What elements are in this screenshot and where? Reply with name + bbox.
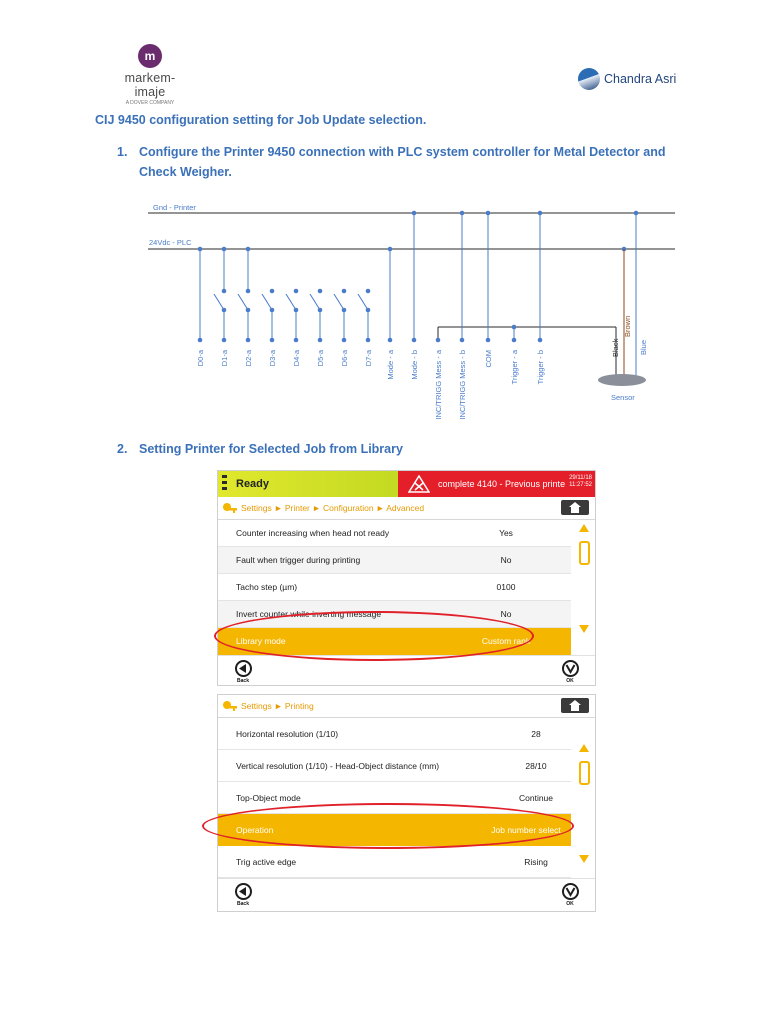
back-label: Back [237,901,249,907]
terminal-label: COM [484,350,493,368]
wire-label-black: Black [611,338,620,357]
screen-footer [218,655,595,692]
setting-value: Custom rank [481,636,531,646]
scrollbar[interactable] [577,722,591,863]
step1-heading-line1: Configure the Printer 9450 connection with PLC system controller for Metal Detector and [139,145,666,159]
junction-node [512,325,517,330]
home-button[interactable] [561,698,589,713]
markem-imaje-wordmark: markem-imaje [124,71,176,99]
highlight-ellipse [214,611,534,661]
setting-value: Yes [499,528,513,538]
terminal-label: Trigger - a [510,350,519,385]
warning-icon [408,475,430,493]
v24-plc-label: 24Vdc - PLC [149,238,192,247]
switch-node [342,289,347,294]
scrollbar[interactable] [577,524,591,633]
back-arrow-icon [235,883,252,900]
scroll-down-icon[interactable] [579,855,589,863]
terminal-label: D2-a [244,350,253,367]
step1-heading [139,142,699,182]
setting-row[interactable] [218,574,571,601]
status-datetime [569,471,595,497]
switch-blade [310,294,320,310]
switch-blade [262,294,272,310]
switch-node [270,289,275,294]
switch-blade [286,294,296,310]
setting-row[interactable] [218,547,571,574]
setting-label: Horizontal resolution (1/10) [236,728,339,739]
breadcrumb-text: Settings ► Printer ► Configuration ► Advanced [241,503,425,513]
setting-value: Continue [518,792,554,803]
check-icon [562,660,579,677]
document-title: CIJ 9450 configuration setting for Job Update selection. [95,113,427,127]
status-bar [218,471,595,497]
terminal-node [486,338,491,343]
setting-row[interactable] [218,846,571,878]
home-icon [569,502,581,513]
setting-label: Fault when trigger during printing [236,555,361,565]
wire-label-blue: Blue [639,339,648,355]
wire-label-brown: Brown [623,315,632,337]
markem-imaje-logo [110,44,190,106]
scroll-down-icon[interactable] [579,625,589,633]
screen-footer [218,878,595,917]
gnd-printer-label: Gnd - Printer [153,203,196,212]
back-arrow-icon [235,660,252,677]
ok-button[interactable] [559,660,581,684]
scroll-up-icon[interactable] [579,744,589,752]
step1-number: 1. [117,145,128,159]
switch-blade [358,294,368,310]
home-icon [569,700,581,711]
setting-label: Trig active edge [236,856,297,867]
markem-imaje-subtitle: A DOVER COMPANY [125,100,175,106]
terminal-node [388,338,393,343]
breadcrumb-text: Settings ► Printing [241,701,314,711]
plc-wiring-diagram [0,195,768,435]
chandra-asri-logo [578,66,676,92]
back-button[interactable] [232,883,254,907]
breadcrumb [218,497,595,520]
setting-value: 0100 [496,582,516,592]
ok-button[interactable] [559,883,581,907]
terminal-node [538,338,543,343]
terminal-node [460,338,465,343]
terminal-label: INC/TRIGG Mess - b [458,350,467,420]
setting-label: Invert counter while inverting message [236,609,382,619]
step2-number: 2. [117,442,128,456]
step2-heading: Setting Printer for Selected Job from Library [139,442,403,456]
key-icon [222,700,238,712]
chandra-asri-wordmark: Chandra Asri [604,72,677,86]
check-icon [562,883,579,900]
status-time: 11:27:52 [569,482,592,488]
chandra-asri-mark-icon [578,68,600,90]
terminal-label: D6-a [340,350,349,367]
sensor-body [598,374,646,386]
switch-blade [334,294,344,310]
terminal-node [512,338,517,343]
setting-row[interactable] [218,750,571,782]
terminal-label: D0-a [196,350,205,367]
key-icon [222,502,238,514]
step1-heading-line2: Check Weigher. [139,165,232,179]
setting-label: Operation [236,824,274,835]
setting-label: Top-Object mode [236,792,301,803]
terminal-label: D4-a [292,350,301,367]
setting-row[interactable] [218,520,571,547]
terminal-label: D7-a [364,350,373,367]
sensor-label: Sensor [611,393,635,402]
scroll-up-icon[interactable] [579,524,589,532]
ok-label: OK [566,901,574,907]
printer-screen-printing [217,694,596,912]
terminal-label: D1-a [220,350,229,367]
status-ready: Ready [218,471,398,497]
terminal-labels [196,349,545,419]
setting-label: Vertical resolution (1/10) - Head-Object distance (mm) [236,760,440,771]
ok-label: OK [566,678,574,684]
highlight-ellipse [202,803,574,849]
status-date: 29/11/18 [569,475,592,481]
back-button[interactable] [232,660,254,684]
back-label: Back [237,678,249,684]
home-button[interactable] [561,500,589,515]
terminal-label: Mode - b [410,350,419,380]
terminal-node [412,338,417,343]
switch-node [222,289,227,294]
terminal-label: D3-a [268,350,277,367]
scroll-thumb[interactable] [579,541,590,565]
setting-row[interactable] [218,718,571,750]
switch-blade [214,294,224,310]
terminal-label: D5-a [316,350,325,367]
setting-value: 28/10 [525,760,547,771]
switch-node [294,289,299,294]
setting-label: Counter increasing when head not ready [236,528,390,538]
setting-label: Tacho step (µm) [236,582,298,592]
setting-value: Job number select [491,824,561,835]
settings-list [218,718,595,878]
status-alert[interactable] [398,471,595,497]
terminal-label: INC/TRIGG Mess - a [434,350,443,420]
printer-screen-advanced [217,470,596,686]
setting-value: No [500,609,512,619]
setting-value: No [500,555,512,565]
markem-imaje-mark-icon: m [138,44,162,68]
breadcrumb [218,695,595,718]
terminal-label: Trigger - b [536,350,545,385]
switch-blade [238,294,248,310]
switch-node [366,289,371,294]
terminal-label: Mode - a [386,350,395,380]
switch-node [318,289,323,294]
status-message: complete 4140 - Previous printe [438,479,566,489]
switch-node [246,289,251,294]
setting-value: 28 [531,728,541,739]
terminal-node [436,338,441,343]
scroll-thumb[interactable] [579,761,590,785]
setting-label: Library mode [236,636,286,646]
setting-value: Rising [524,856,548,867]
